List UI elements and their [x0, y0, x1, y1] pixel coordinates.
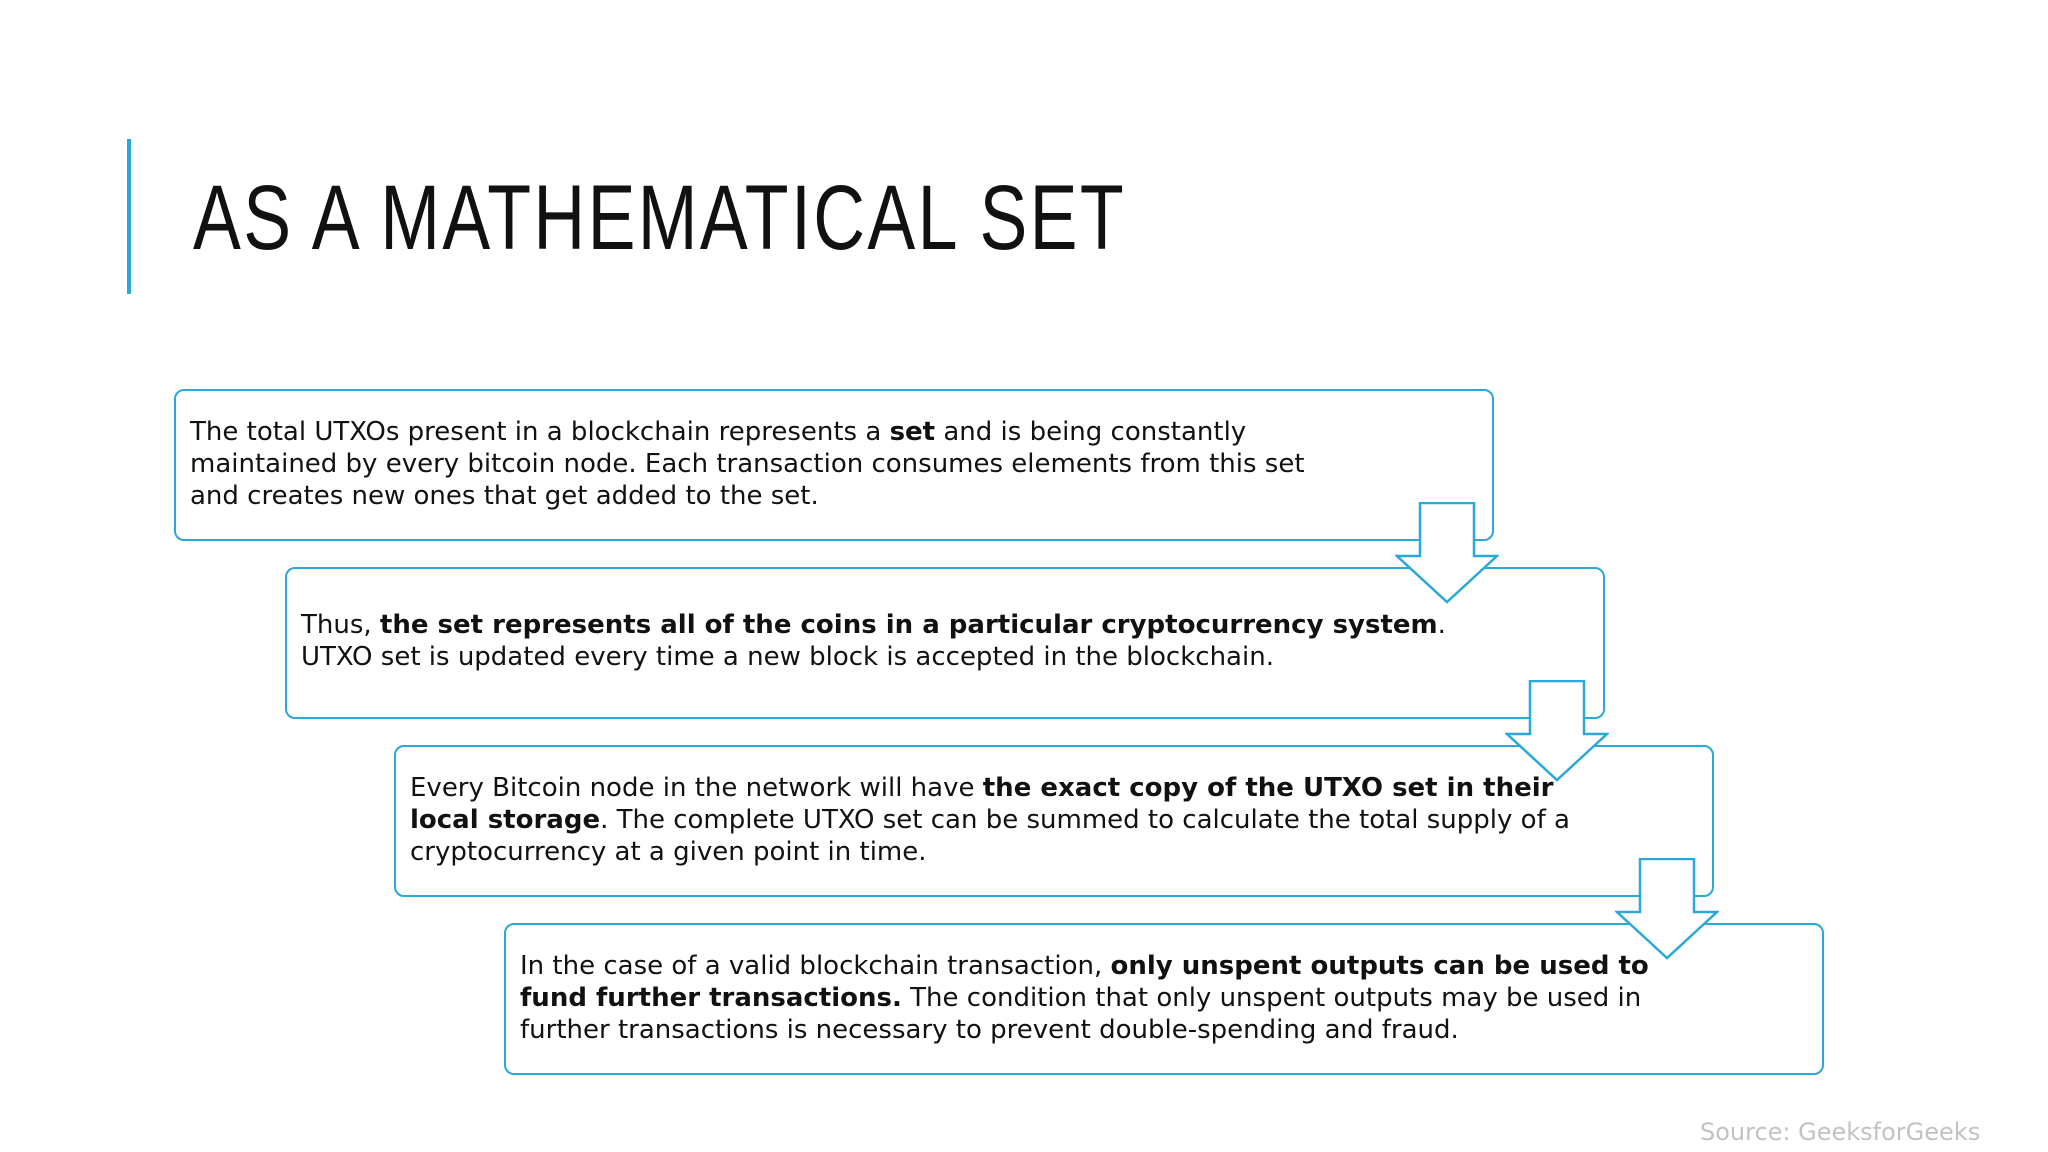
step-text-2 [301, 609, 1461, 673]
step-1-text-b: and is being constantly maintained by every bitcoin node. Each transaction consumes elements from this set and creates new ones that get added to the set. [190, 417, 1305, 511]
slide-title: AS A MATHEMATICAL SET [193, 167, 1127, 269]
step-3-emphasis: the exact copy of the UTXO set in their local storage [410, 773, 1554, 835]
step-text-3 [410, 772, 1570, 868]
step-4-emphasis: only unspent outputs can be used to fund further transactions. [520, 951, 1649, 1013]
down-arrow-icon [1505, 680, 1609, 782]
down-arrow-icon [1395, 502, 1499, 604]
step-4-text-a: In the case of a valid blockchain transaction, [520, 951, 1111, 981]
step-text-4 [520, 950, 1680, 1046]
source-credit: Source: GeeksforGeeks [1700, 1118, 1981, 1146]
step-box-1 [174, 389, 1494, 541]
step-text-1 [190, 416, 1350, 512]
step-1-text-a: The total UTXOs present in a blockchain represents a [190, 417, 890, 447]
down-arrow-icon [1615, 858, 1719, 960]
title-accent-bar [127, 139, 131, 294]
step-3-text-a: Every Bitcoin node in the network will have [410, 773, 983, 803]
step-2-emphasis: the set represents all of the coins in a particular cryptocurrency system [379, 610, 1438, 640]
step-2-text-a: Thus, [301, 610, 380, 640]
step-1-emphasis: set [889, 417, 936, 447]
step-3-text-b: . The complete UTXO set can be summed to calculate the total supply of a cryptocurrency at a given point in time. [410, 805, 1570, 867]
step-4-text-b: The condition that only unspent outputs may be used in further transactions is necessary to prevent double-spending and fraud. [520, 983, 1642, 1045]
step-2-text-b: . UTXO set is updated every time a new block is accepted in the blockchain. [301, 610, 1446, 672]
